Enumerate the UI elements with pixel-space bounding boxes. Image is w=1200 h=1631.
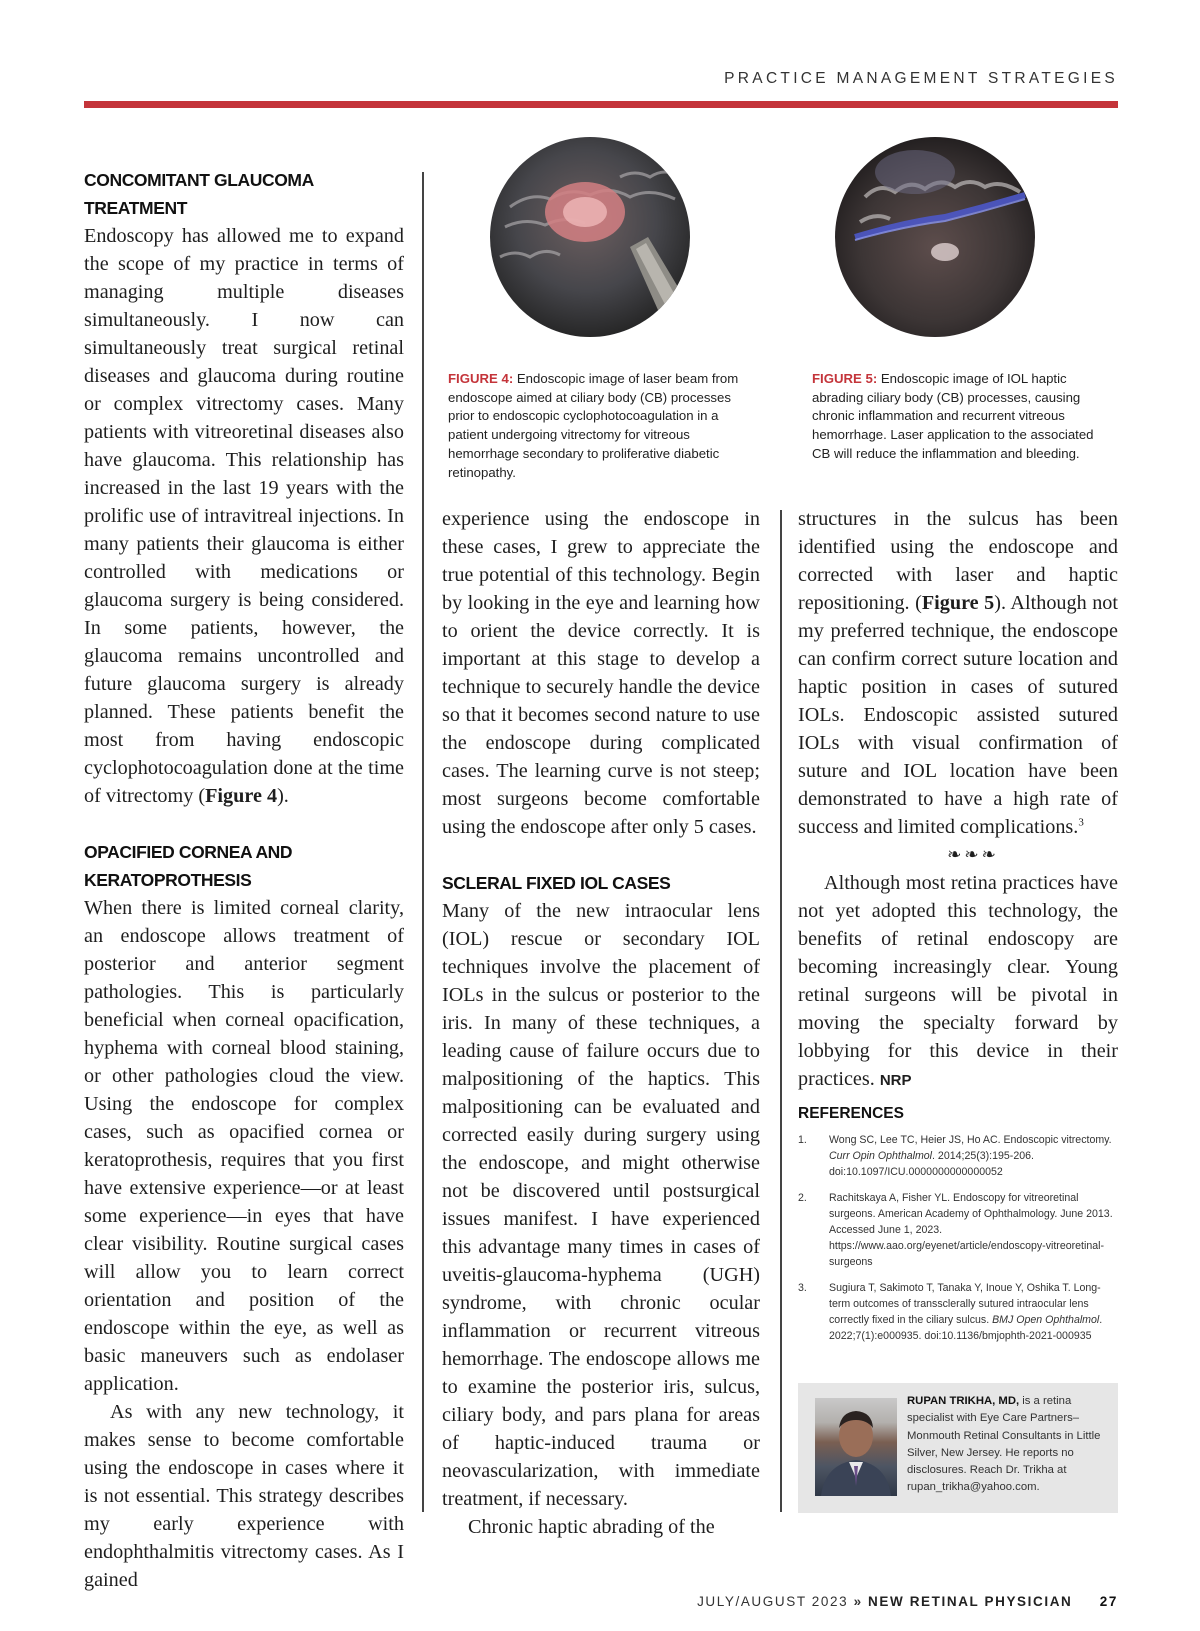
author-photo <box>815 1398 897 1496</box>
figure-4-reference: Figure 4 <box>205 785 278 807</box>
figure-4-label: FIGURE 4: <box>448 371 514 386</box>
section-ornament: ❧❧❧ <box>947 845 999 864</box>
text-run: structures in the sulcus has been identified using the endoscope and corrected with laser and haptic repositioning. ( <box>798 508 1118 614</box>
references-title: REFERENCES <box>798 1105 904 1122</box>
page-number: 27 <box>1099 1594 1118 1609</box>
reference-text: Sugiura T, Sakimoto T, Tanaka Y, Inoue Y, Oshika T. Long-term outcomes of transsclerally sutured intraocular lens correctly fixed in the ciliary sulcus. <box>829 1281 1101 1327</box>
references-section <box>798 1105 1116 1353</box>
section-label: PRACTICE MANAGEMENT STRATEGIES <box>724 70 1118 87</box>
citation-superscript: 3 <box>1078 816 1084 829</box>
reference-number: 1. <box>798 1134 807 1146</box>
issue-date: JULY/AUGUST 2023 <box>697 1594 849 1609</box>
text-run: ). <box>277 785 289 807</box>
author-name: RUPAN TRIKHA, MD, <box>907 1395 1020 1407</box>
text-run: Although most retina practices have not yet adopted this technology, the benefits of retinal endoscopy are becoming increasingly clear. Young retinal surgeons will be pivotal in moving the specialty forward by lobbying for this device in their practices. <box>798 872 1118 1090</box>
paragraph: As with any new technology, it makes sense to become comfortable using the endoscope in cases where it is not essential. This strategy describes my early experience with endophthalmitis vitrectomy cases. As I gained <box>84 1401 404 1591</box>
article-column-1 <box>84 166 404 1594</box>
heading-concomitant-glaucoma: CONCOMITANT GLAUCOMA TREATMENT <box>84 170 314 218</box>
text-run: ). Although not my preferred technique, the endoscope can confirm correct suture location and haptic position in cases of sutured IOLs. Endoscopic assisted sutured IOLs with visual confirmation of suture and IOL location have been demonstrated to have a high rate of success and limited complications. <box>798 592 1119 838</box>
reference-item <box>798 1280 1116 1345</box>
figure-4-caption <box>448 370 748 482</box>
heading-scleral-fixed-iol: SCLERAL FIXED IOL CASES <box>442 873 671 893</box>
figure-4-image <box>490 137 690 337</box>
reference-text: . 2022;7(1):e000935. doi:10.1136/bmjophth-2021-000935 <box>829 1314 1103 1343</box>
author-bio <box>907 1393 1112 1497</box>
article-column-3 <box>798 505 1118 1095</box>
paragraph: Chronic haptic abrading of the <box>468 1516 715 1538</box>
figure-5-image <box>835 137 1035 337</box>
author-bio-text: is a retina specialist with Eye Care Partners–Monmouth Retinal Consultants in Little Silver, New Jersey. He reports no disclosures. Reach Dr. Trikha at rupan_trikha@yahoo.com. <box>907 1395 1101 1494</box>
reference-item <box>798 1190 1116 1271</box>
paragraph <box>798 505 1118 841</box>
reference-number: 3. <box>798 1281 807 1294</box>
reference-item <box>798 1132 1116 1181</box>
paragraph: When there is limited corneal clarity, an endoscope allows treatment of posterior and anterior segment pathologies. This is particularly beneficial when corneal opacification, hyphema with corneal blood staining, or other pathologies cloud the view. Using the endoscope for complex cases, such as opacified cornea or keratoprothesis, requires that you first have extensive experience—or at least some experience—in eyes that have clear visibility. Routine surgical cases will allow you to learn correct orientation and position of the endoscope within the eye, as well as basic maneuvers such as endolaser application. <box>84 897 404 1395</box>
paragraph <box>798 869 1118 1095</box>
reference-journal: BMJ Open Ophthalmol <box>992 1314 1100 1327</box>
publication-name: NEW RETINAL PHYSICIAN <box>868 1594 1073 1609</box>
figure-4-text: Endoscopic image of laser beam from endoscope aimed at ciliary body (CB) processes prior to endoscopic cyclophotocoagulation in a patient undergoing vitrectomy for vitreous hemorrhage secondary to proliferative diabetic retinopathy. <box>448 371 739 480</box>
column-divider <box>422 172 424 1512</box>
nrp-end-mark: NRP <box>879 1072 912 1089</box>
reference-text: Rachitskaya A, Fisher YL. Endoscopy for vitreoretinal surgeons. American Academy of Ophthalmology. June 2013. Accessed June 1, 2023. https://www.aao.org/eyenet/article/endoscopy-vitreoretinal-surgeons <box>829 1191 1113 1269</box>
figure-5-text: Endoscopic image of IOL haptic abrading ciliary body (CB) processes, causing chronic inflammation and recurrent vitreous hemorrhage. Laser application to the associated CB will reduce the inflammation and bleeding. <box>812 371 1094 461</box>
header-rule <box>84 101 1118 108</box>
article-column-2 <box>442 505 760 1541</box>
page-footer <box>697 1594 1118 1609</box>
reference-text: Wong SC, Lee TC, Heier JS, Ho AC. Endoscopic vitrectomy. <box>829 1134 1112 1146</box>
reference-number: 2. <box>798 1191 807 1204</box>
figure-5-caption <box>812 370 1112 464</box>
paragraph <box>84 222 404 810</box>
paragraph: experience using the endoscope in these cases, I grew to appreciate the true potential of this technology. Begin by looking in the eye and learning how to orient the device correctly. It is important at this stage to develop a technique to securely handle the device so that it becomes second nature to use the endoscope during complicated cases. The learning curve is not steep; most surgeons become comfortable using the endoscope after only 5 cases. <box>442 508 760 838</box>
references-list <box>798 1132 1116 1344</box>
footer-separator: » <box>853 1594 863 1609</box>
figure-5-reference: Figure 5 <box>921 592 995 614</box>
paragraph: Many of the new intraocular lens (IOL) rescue or secondary IOL techniques involve the placement of IOLs in the sulcus or posterior to the iris. In many of these techniques, a leading cause of failure occurs due to malpositioning of the haptics. This malpositioning can be evaluated and corrected easily during surgery using the endoscope, and might otherwise not be discovered until postsurgical issues manifest. I have experienced this advantage many times in cases of uveitis-glaucoma-hyphema (UGH) syndrome, with chronic ocular inflammation or recurrent vitreous hemorrhage. The endoscope allows me to examine the posterior iris, sulcus, ciliary body, and pars plana for areas of haptic-induced trauma or neovascularization, with immediate treatment, if necessary. <box>442 900 760 1510</box>
reference-journal: Curr Opin Ophthalmol <box>829 1150 933 1163</box>
figure-5-label: FIGURE 5: <box>812 371 878 386</box>
column-divider <box>780 510 782 1512</box>
reference-text: . 2014;25(3):195-206. doi:10.1097/ICU.0000000000000052 <box>829 1150 1034 1179</box>
text-run: Endoscopy has allowed me to expand the scope of my practice in terms of managing multiple diseases simultaneously. I now can simultaneously treat surgical retinal diseases and glaucoma during routine or complex vitrectomy cases. Many patients with vitreoretinal diseases also have glaucoma. This relationship has increased in the last 19 years with the prolific use of intravitreal injections. In many patients their glaucoma is either controlled with medications or glaucoma surgery is being considered. In some patients, however, the glaucoma remains uncontrolled and future glaucoma surgery is already planned. These patients benefit the most from having endoscopic cyclophotocoagulation done at the time of vitrectomy ( <box>84 225 404 807</box>
heading-opacified-cornea: OPACIFIED CORNEA AND KERATOPROTHESIS <box>84 842 293 890</box>
